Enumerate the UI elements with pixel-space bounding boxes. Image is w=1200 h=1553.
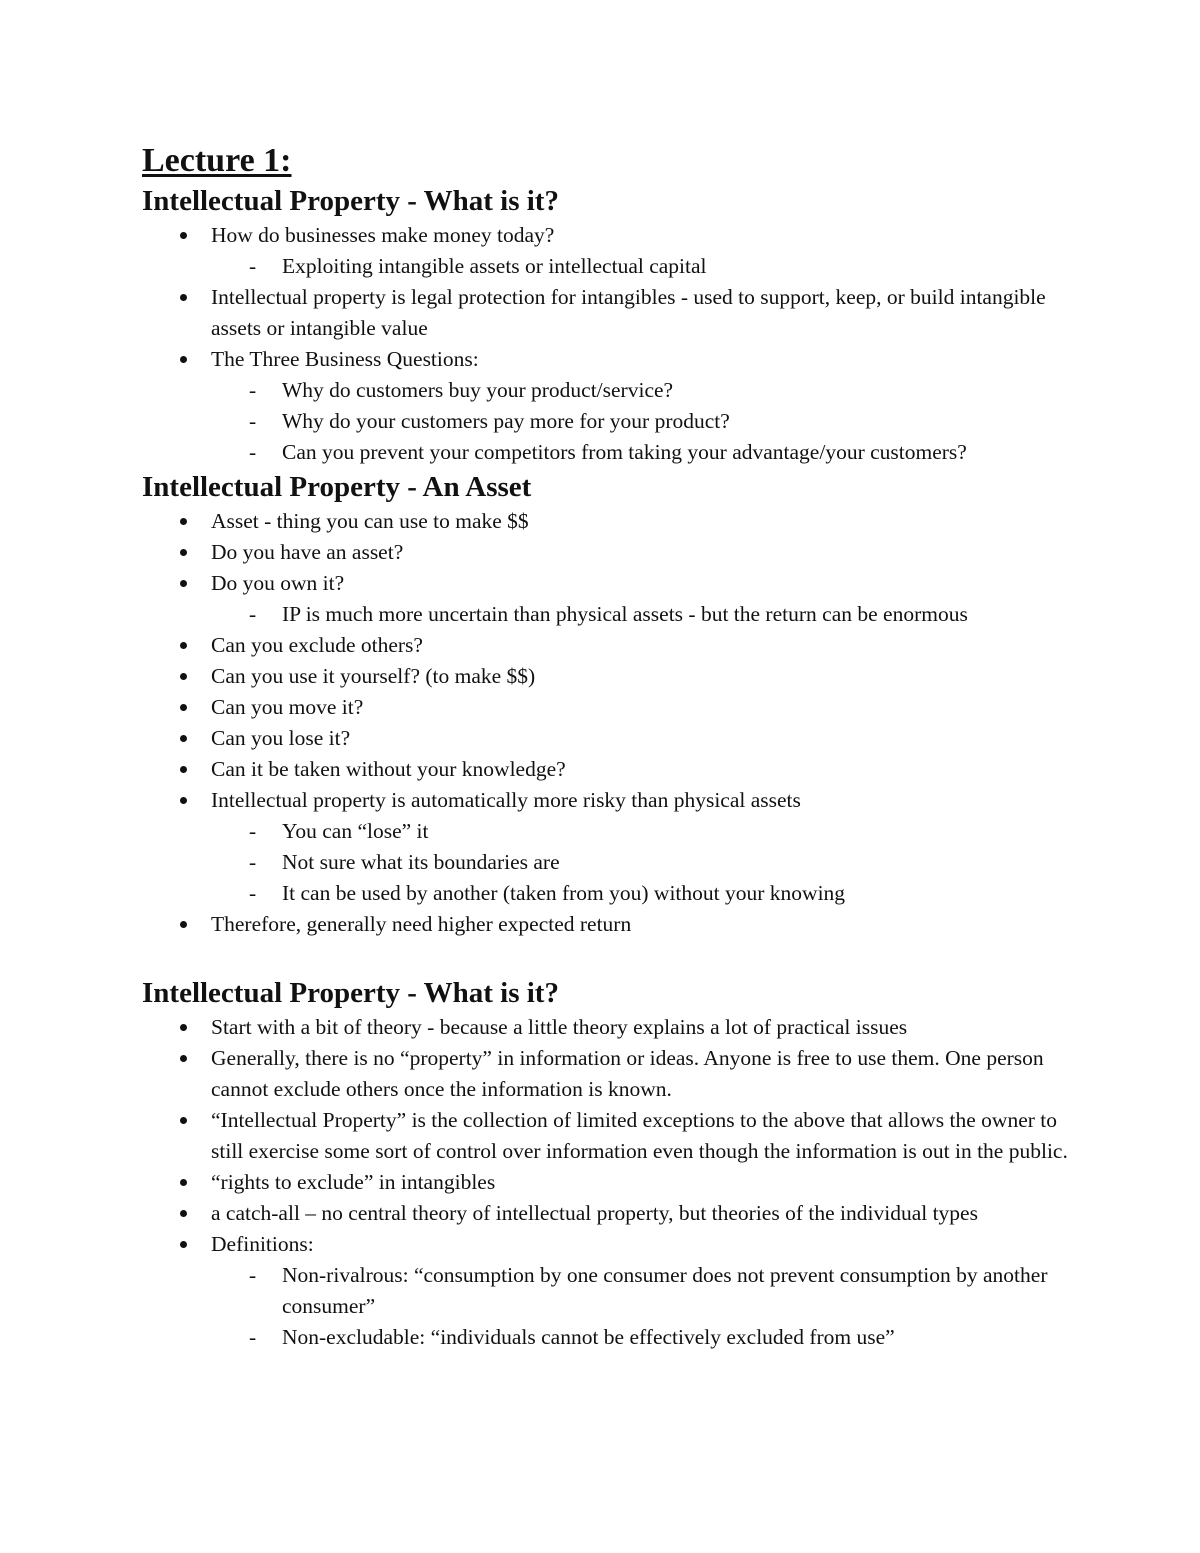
list-item: [142, 1229, 1082, 1353]
list-item-text: a catch-all – no central theory of intellectual property, but theories of the individual types: [211, 1201, 978, 1225]
bullet-icon: [180, 1117, 187, 1124]
list-item-text: Can it be taken without your knowledge?: [211, 757, 566, 781]
list-item-text: The Three Business Questions:: [211, 347, 479, 371]
list-item-text: Can you lose it?: [211, 726, 351, 750]
bullet-icon: [180, 1055, 187, 1062]
bullet-icon: [180, 1210, 187, 1217]
sub-list: [211, 251, 1082, 282]
bullet-icon: [180, 294, 187, 301]
list-item: [142, 1012, 1082, 1043]
list-item-text: Can you exclude others?: [211, 633, 423, 657]
bullet-icon: [180, 921, 187, 928]
sub-list-item-text: Not sure what its boundaries are: [282, 850, 560, 874]
bullet-icon: [180, 356, 187, 363]
list-item-text: Do you own it?: [211, 571, 345, 595]
bullet-icon: [180, 1241, 187, 1248]
sub-list-item: [211, 847, 1082, 878]
list-item: [142, 1105, 1082, 1167]
list-item: [142, 723, 1082, 754]
sub-list-item-text: Non-rivalrous: “consumption by one consumer does not prevent consumption by another consumer”: [282, 1263, 1048, 1318]
sub-list-item-text: Exploiting intangible assets or intellectual capital: [282, 254, 707, 278]
list-item: [142, 630, 1082, 661]
sub-list-item: [211, 1260, 1082, 1322]
sub-list-item-text: IP is much more uncertain than physical assets - but the return can be enormous: [282, 602, 968, 626]
list-item-text: “Intellectual Property” is the collection of limited exceptions to the above that allows the owner to still exercise some sort of control over information even though the information is out in the public.: [211, 1108, 1068, 1163]
sub-list-item: [211, 375, 1082, 406]
section-heading: Intellectual Property - What is it?: [142, 185, 559, 217]
dash-icon: -: [249, 440, 257, 464]
sub-list-item-text: Why do your customers pay more for your product?: [282, 409, 730, 433]
list-item: [142, 909, 1082, 940]
list-item-text: Generally, there is no “property” in information or ideas. Anyone is free to use them. One person cannot exclude others once the information is known.: [211, 1046, 1044, 1101]
list-item-text: Therefore, generally need higher expected return: [211, 912, 632, 936]
dash-icon: -: [249, 819, 257, 843]
bullet-icon: [180, 580, 187, 587]
bullet-icon: [180, 1179, 187, 1186]
sub-list-item: [211, 816, 1082, 847]
bullet-icon: [180, 797, 187, 804]
list-item-text: Can you use it yourself? (to make $$): [211, 664, 536, 688]
sub-list-item-text: Non-excludable: “individuals cannot be effectively excluded from use”: [282, 1325, 895, 1349]
sub-list-item-text: Why do customers buy your product/service?: [282, 378, 674, 402]
sub-list: [211, 1260, 1082, 1353]
sub-list-item-text: It can be used by another (taken from you) without your knowing: [282, 881, 846, 905]
page-title: Lecture 1:: [142, 142, 292, 179]
list-item: [142, 506, 1082, 537]
sub-list-item: [211, 251, 1082, 282]
bullet-icon: [180, 735, 187, 742]
sub-list-item: [211, 878, 1082, 909]
dash-icon: -: [249, 1263, 257, 1287]
bullet-icon: [180, 232, 187, 239]
list-item: [142, 661, 1082, 692]
list-item: [142, 1198, 1082, 1229]
dash-icon: -: [249, 1325, 257, 1349]
sub-list-item-text: You can “lose” it: [282, 819, 429, 843]
bullet-list: [142, 506, 1082, 940]
sub-list: [211, 816, 1082, 909]
bullet-icon: [180, 549, 187, 556]
sub-list-item: [211, 406, 1082, 437]
dash-icon: -: [249, 602, 257, 626]
sub-list: [211, 375, 1082, 468]
dash-icon: -: [249, 254, 257, 278]
sub-list-item: [211, 437, 1082, 468]
list-item: [142, 220, 1082, 282]
bullet-icon: [180, 518, 187, 525]
document-page: [142, 140, 1082, 1353]
list-item: [142, 692, 1082, 723]
list-item: [142, 754, 1082, 785]
list-item-text: How do businesses make money today?: [211, 223, 555, 247]
sub-list-item-text: Can you prevent your competitors from taking your advantage/your customers?: [282, 440, 967, 464]
list-item-text: Definitions:: [211, 1232, 314, 1256]
list-item: [142, 537, 1082, 568]
list-item-text: Can you move it?: [211, 695, 364, 719]
list-item-text: Start with a bit of theory - because a little theory explains a lot of practical issues: [211, 1015, 908, 1039]
sub-list-item: [211, 599, 1082, 630]
bullet-icon: [180, 766, 187, 773]
section-heading: Intellectual Property - An Asset: [142, 471, 532, 503]
dash-icon: -: [249, 378, 257, 402]
list-item: [142, 1043, 1082, 1105]
list-item-text: Do you have an asset?: [211, 540, 404, 564]
list-item-text: Intellectual property is legal protection for intangibles - used to support, keep, or build intangible assets or intangible value: [211, 285, 1046, 340]
bullet-icon: [180, 673, 187, 680]
bullet-list: [142, 1012, 1082, 1353]
list-item-text: Asset - thing you can use to make $$: [211, 509, 529, 533]
bullet-icon: [180, 642, 187, 649]
list-item-text: Intellectual property is automatically more risky than physical assets: [211, 788, 801, 812]
sub-list-item: [211, 1322, 1082, 1353]
list-item-text: “rights to exclude” in intangibles: [211, 1170, 496, 1194]
bullet-icon: [180, 704, 187, 711]
bullet-icon: [180, 1024, 187, 1031]
list-item: [142, 282, 1082, 344]
dash-icon: -: [249, 850, 257, 874]
list-item: [142, 568, 1082, 630]
sub-list: [211, 599, 1082, 630]
dash-icon: -: [249, 409, 257, 433]
dash-icon: -: [249, 881, 257, 905]
document-body: [142, 182, 1082, 1353]
list-item: [142, 1167, 1082, 1198]
list-item: [142, 344, 1082, 468]
list-item: [142, 785, 1082, 909]
bullet-list: [142, 220, 1082, 468]
section-heading: Intellectual Property - What is it?: [142, 977, 559, 1009]
